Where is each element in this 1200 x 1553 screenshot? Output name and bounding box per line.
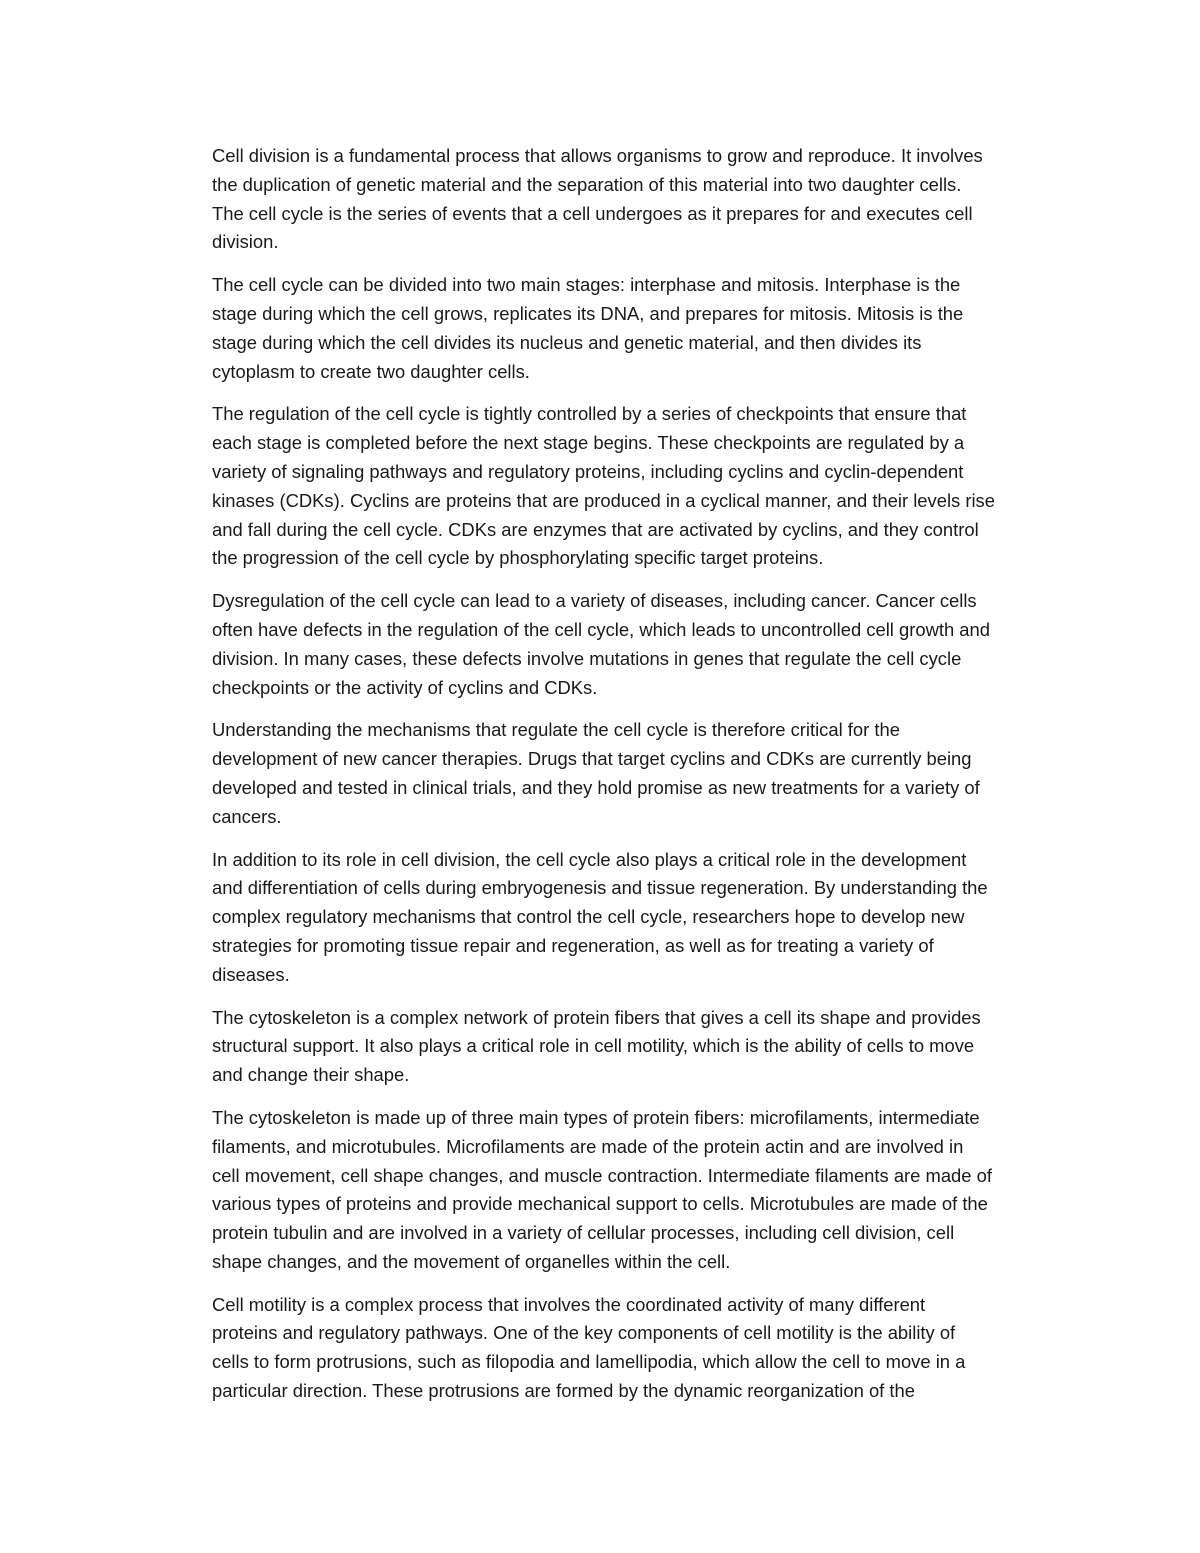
text-line: The cytoskeleton is a complex network of protein fibers that gives a cell its shape and provides [212, 1006, 981, 1028]
text-line: stage during which the cell grows, replicates its DNA, and prepares for mitosis. Mitosis is the [212, 302, 964, 324]
paragraph-regulation [212, 400, 1062, 573]
text-line: protein tubulin and are involved in a variety of cellular processes, including cell division, cell [212, 1222, 955, 1244]
text-line: cancers. [212, 805, 282, 827]
text-line: complex regulatory mechanisms that control the cell cycle, researchers hope to develop new [212, 906, 965, 928]
text-line: Dysregulation of the cell cycle can lead to a variety of diseases, including cancer. Cancer cells [212, 590, 977, 612]
paragraph-cell-motility [212, 1291, 1062, 1406]
text-line: Cell motility is a complex process that involves the coordinated activity of many different [212, 1293, 926, 1315]
text-line: often have defects in the regulation of the cell cycle, which leads to uncontrolled cell growth and [212, 618, 990, 640]
text-line: cytoplasm to create two daughter cells. [212, 360, 530, 382]
paragraph-dysregulation [212, 587, 1062, 702]
text-line: strategies for promoting tissue repair and regeneration, as well as for treating a variety of [212, 934, 934, 956]
text-line: shape changes, and the movement of organelles within the cell. [212, 1250, 731, 1272]
text-line: Cell division is a fundamental process that allows organisms to grow and reproduce. It involves [212, 145, 983, 166]
paragraph-cytoskeleton-fibers [212, 1104, 1062, 1277]
text-line: filaments, and microtubules. Microfilaments are made of the protein actin and are involved in [212, 1135, 964, 1157]
text-line: cells to form protrusions, such as filopodia and lamellipodia, which allow the cell to move in a [212, 1351, 966, 1373]
text-line: checkpoints or the activity of cyclins and CDKs. [212, 676, 598, 698]
text-line: division. In many cases, these defects involve mutations in genes that regulate the cell cycle [212, 647, 962, 669]
text-line: structural support. It also plays a critical role in cell motility, which is the ability of cells to move [212, 1035, 975, 1057]
text-line: stage during which the cell divides its nucleus and genetic material, and then divides its [212, 331, 922, 353]
text-line: proteins and regulatory pathways. One of the key components of cell motility is the ability of [212, 1322, 956, 1344]
text-line: variety of signaling pathways and regulatory proteins, including cyclins and cyclin-dependent [212, 460, 964, 482]
text-line: In addition to its role in cell division, the cell cycle also plays a critical role in the development [212, 848, 967, 870]
paragraph-cell-division [212, 142, 1062, 257]
paragraph-cell-cycle-stages [212, 271, 1062, 386]
text-line: The cell cycle can be divided into two main stages: interphase and mitosis. Interphase is the [212, 274, 961, 296]
document-body [212, 142, 1062, 1420]
text-line: The cytoskeleton is made up of three main types of protein fibers: microfilaments, intermediate [212, 1106, 980, 1128]
text-line: cell movement, cell shape changes, and muscle contraction. Intermediate filaments are made of [212, 1164, 992, 1186]
text-line: and differentiation of cells during embryogenesis and tissue regeneration. By understanding the [212, 877, 988, 899]
text-line: each stage is completed before the next stage begins. These checkpoints are regulated by a [212, 432, 965, 454]
text-line: the duplication of genetic material and the separation of this material into two daughter cells. [212, 173, 962, 195]
text-line: developed and tested in clinical trials, and they hold promise as new treatments for a variety of [212, 776, 980, 798]
text-line: The regulation of the cell cycle is tightly controlled by a series of checkpoints that ensure that [212, 403, 967, 425]
paragraph-development [212, 846, 1062, 990]
text-line: and change their shape. [212, 1064, 410, 1086]
text-line: kinases (CDKs). Cyclins are proteins that are produced in a cyclical manner, and their levels rise [212, 489, 995, 511]
paragraph-cytoskeleton-intro [212, 1004, 1062, 1090]
text-line: the progression of the cell cycle by phosphorylating specific target proteins. [212, 547, 824, 569]
text-line: diseases. [212, 963, 290, 985]
text-line: development of new cancer therapies. Drugs that target cyclins and CDKs are currently being [212, 748, 972, 770]
text-line: particular direction. These protrusions are formed by the dynamic reorganization of the [212, 1380, 915, 1402]
paragraph-therapies [212, 716, 1062, 831]
text-line: The cell cycle is the series of events that a cell undergoes as it prepares for and executes cell [212, 202, 973, 224]
text-line: various types of proteins and provide mechanical support to cells. Microtubules are made of the [212, 1193, 988, 1215]
text-line: Understanding the mechanisms that regulate the cell cycle is therefore critical for the [212, 719, 900, 741]
text-line: division. [212, 231, 279, 253]
text-line: and fall during the cell cycle. CDKs are enzymes that are activated by cyclins, and they control [212, 518, 979, 540]
